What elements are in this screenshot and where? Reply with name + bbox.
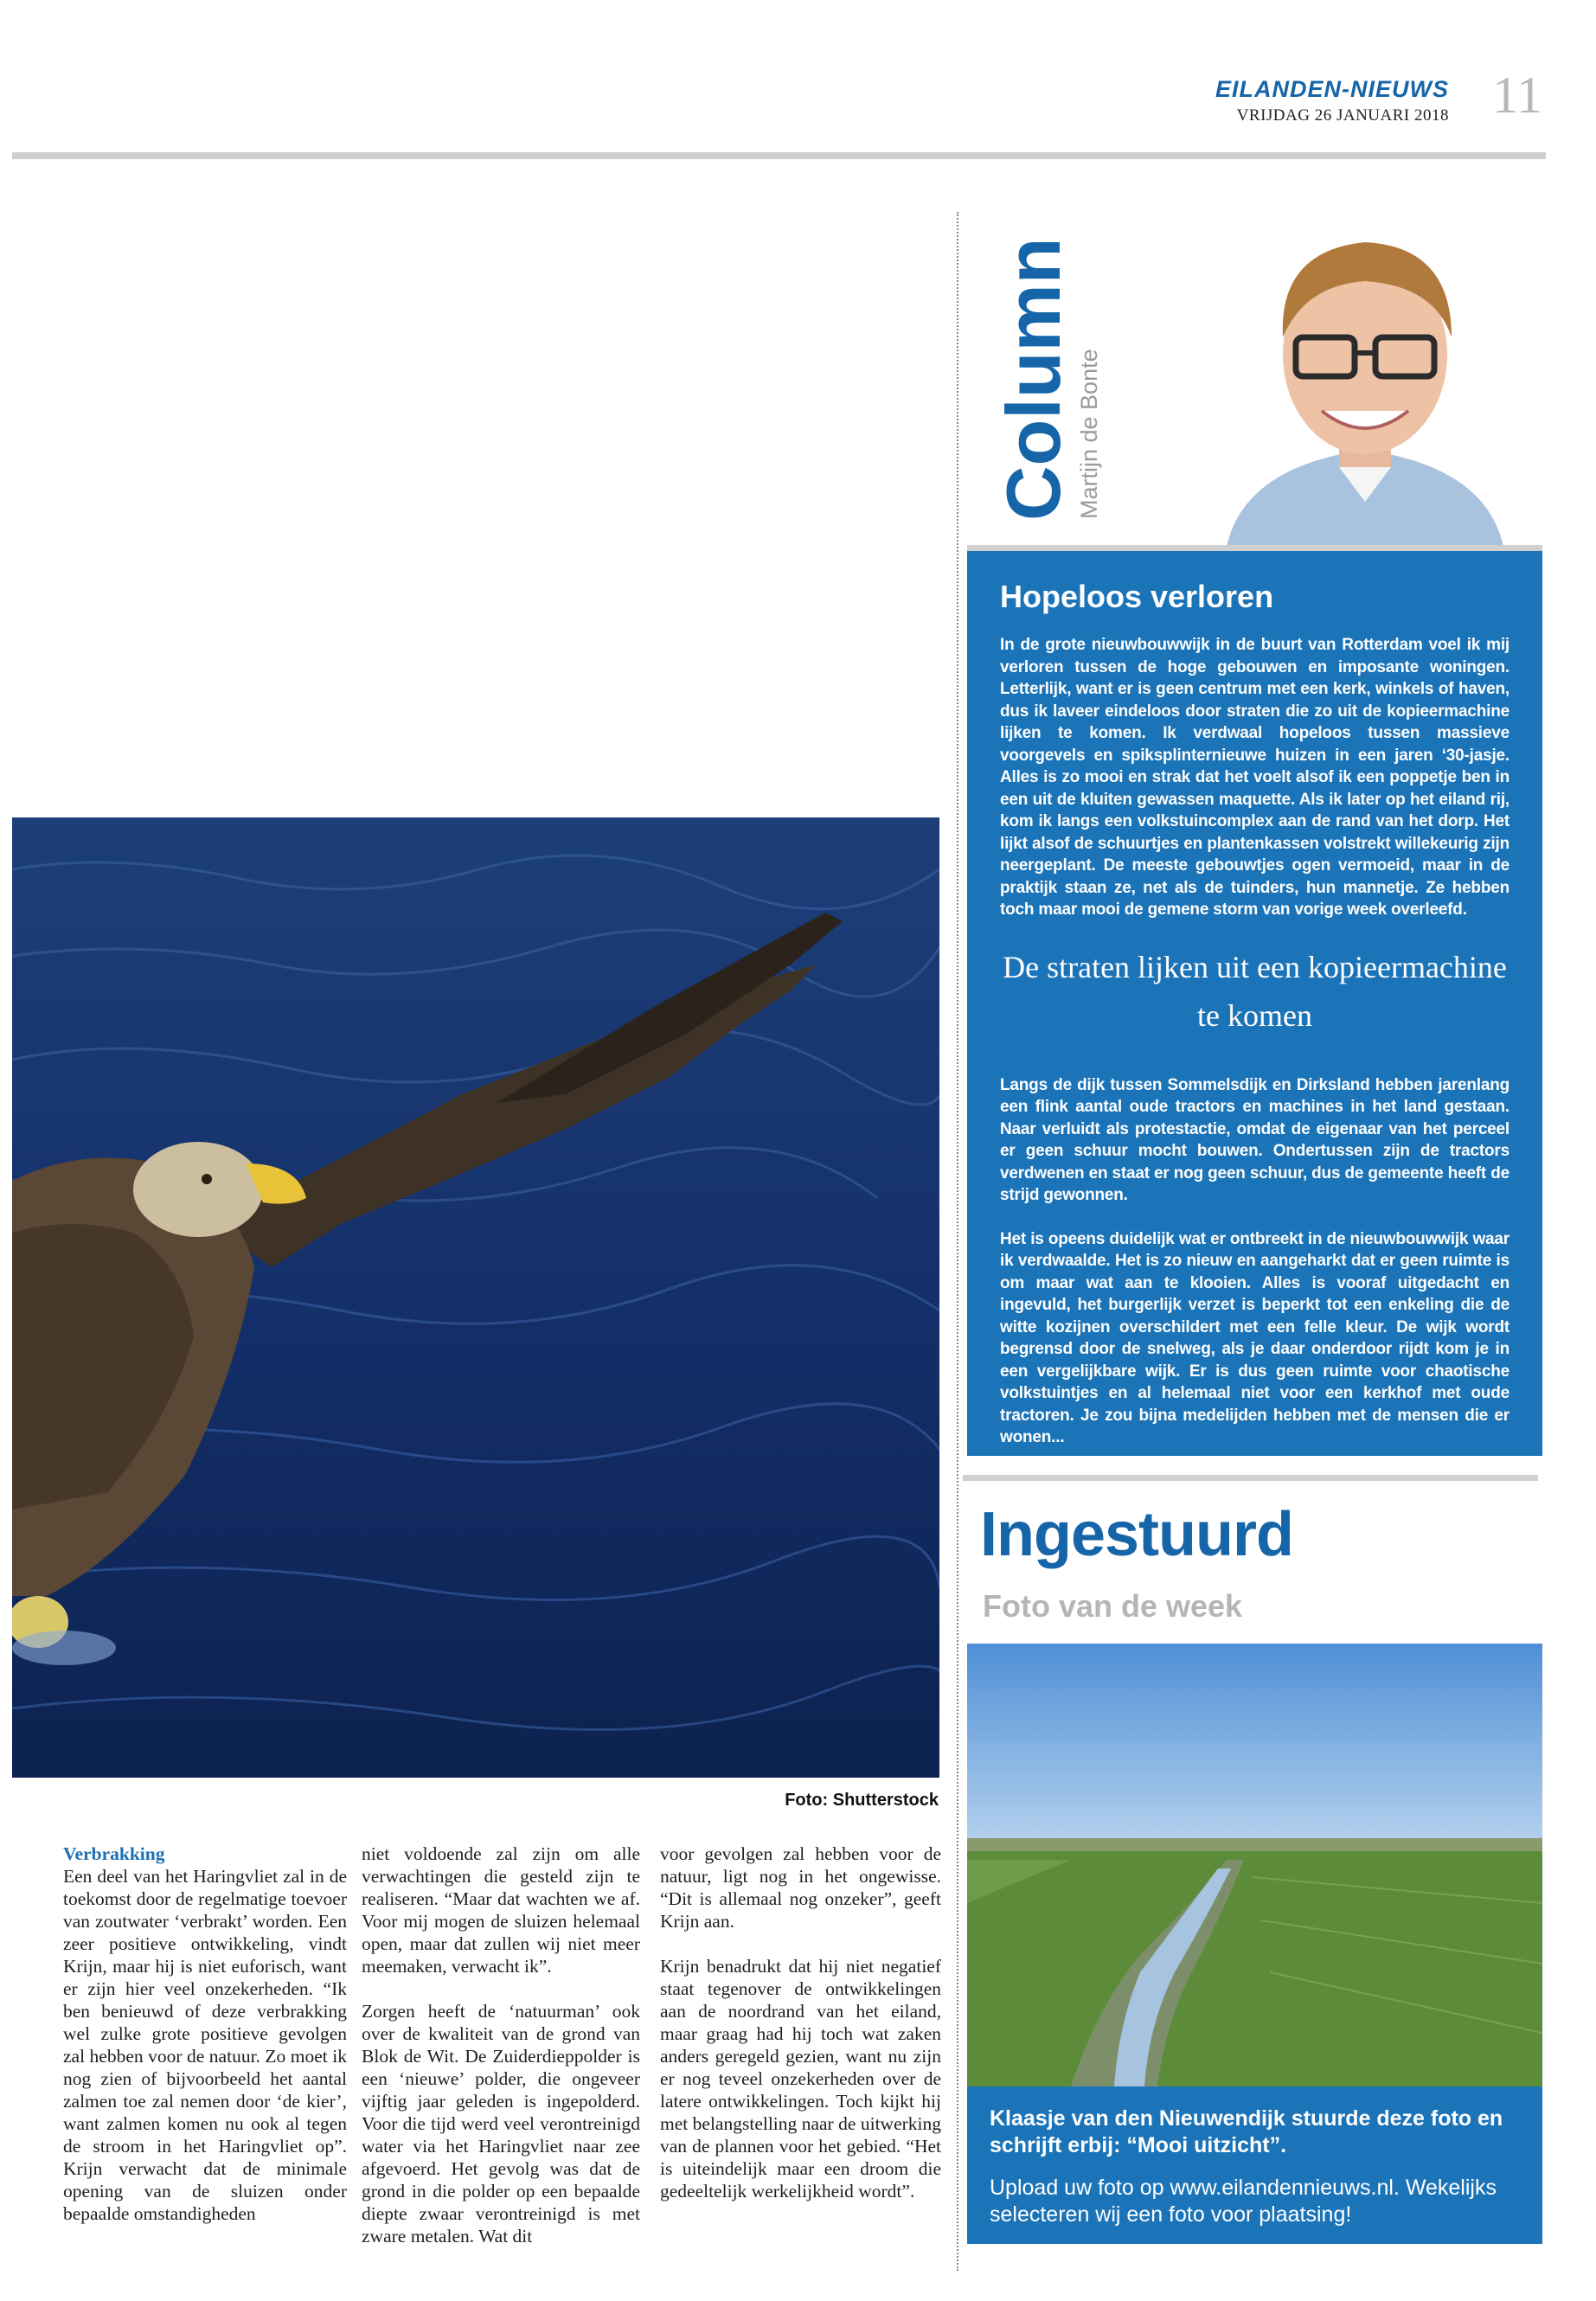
ingestuurd-subtitle: Foto van de week [983,1588,1243,1624]
issue-date: VRIJDAG 26 JANUARI 2018 [1236,106,1449,125]
photo-credit: Foto: Shutterstock [785,1791,939,1810]
column-label [990,227,1076,521]
photo-caption-box [967,2086,1542,2244]
author-portrait-illustration [1192,208,1538,547]
article-paragraph: Een deel van het Haringvliet zal in de toekomst door de regelmatige toevoer van zoutwater ‘verbrakt’ worden. Een zeer positieve ontwikkeling, vindt Krijn, maar hij is niet euforisch, want er zijn hier veel onzekerheden. “Ik ben benieuwd of deze verbrakking wel zulke grote positieve gevolgen zal hebben voor de natuur. Zo moet ik nog zien of bijvoorbeeld het aantal zalmen toe zal nemen door ‘de kier’, want zalmen komen nu ook al tegen de stroom in het Haringvliet op”. Krijn verwacht dat de minimale opening van de sluizen onder bepaalde omstandigheden [63,1866,347,2224]
column-paragraph: In de grote nieuwbouwwijk in de buurt van Rotterdam voel ik mij verloren tussen de hoge gebouwen en imposante woningen. Letterlijk, want er is geen centrum met een kerk, winkels of haven, dus ik laveer eindeloos door straten die zo uit de kopieermachine lijken te komen. Ik verdwaal hopeloos tussen massieve voorgevels en spiksplinternieuwe huizen in een jaren ‘30-jasje. Alles is zo mooi en strak dat het voelt alsof ik een poppetje ben in een uit de kluiten gewassen maquette. Als ik later op het eiland rij, kom ik langs een volkstuincomplex aan de rand van het dorp. Het lijkt alsof de schuurtjes en plantenkassen volstrekt willekeurig zijn neergeplant. De meeste gebouwtjes ogen vermoeid, maar in de praktijk staan ze, net als de tuinders, hun mannetje. Ze hebben toch maar mooi de gemene storm van vorige week overleefd. [1000,636,1509,919]
article-column-2 [362,1843,640,2270]
photo-caption: Klaasje van den Nieuwendijk stuurde deze foto en schrijft erbij: “Mooi uitzicht”. [990,2106,1503,2157]
column-pull-quote: De straten lijken uit een kopieermachine te komen [1003,949,1507,1033]
masthead [1215,76,1449,125]
ingestuurd-title: Ingestuurd [980,1500,1293,1569]
landscape-photo-illustration [967,1644,1542,2086]
upload-info: Upload uw foto op www.eilandennieuws.nl. Wekelijks selecteren wij een foto voor plaatsing! [990,2176,1497,2227]
article-paragraph: niet voldoende zal zijn om alle verwachtingen die gesteld zijn te realiseren. “Maar dat wachten we af. Voor mij mogen de sluizen helemaal open, maar dat zullen wij niet meer meemaken, verwacht ik”. [362,1843,640,1977]
column-author-text: Martijn de Bonte [1076,349,1102,519]
column-author [1076,285,1102,519]
newspaper-brand: EILANDEN-NIEUWS [1215,76,1449,102]
article-paragraph: Zorgen heeft de ‘natuurman’ ook over de kwaliteit van de grond van Blok de Wit. De Zuiderdieppolder is een ‘nieuwe’ polder, die ongeveer vijftig jaar geleden is ingepolderd. Voor die tijd werd veel verontreinigd water via het Haringvliet naar zee afgevoerd. Het gevolg was dat de grond in die polder op een bepaalde diepte zwaar verontreinigd is met zware metalen. Wat dit [362,2001,640,2247]
header-rule [12,152,1546,159]
author-portrait [1192,208,1538,547]
column-label-text: Column [990,237,1076,521]
article-column-3 [660,1843,941,2225]
eagle-photo [12,817,939,1778]
column-box [967,545,1542,1456]
section-rule [963,1475,1538,1481]
article-paragraph: Krijn benadrukt dat hij niet negatief staat tegenover de ontwikkelingen aan de noordrand van het eiland, maar graag had hij toch wat zaken anders geregeld gezien, want nu zijn er nog teveel onzekerheden over de latere ontwikkelingen. Toch kijkt hij met belangstelling naar de uitwerking van de plannen voor het gebied. “Het is uiteindelijk maar een droom die gedeeltelijk werkelijkheid wordt”. [660,1956,941,2202]
article-subhead: Verbrakking [63,1843,165,1864]
column-paragraph: Langs de dijk tussen Sommelsdijk en Dirksland hebben jarenlang een flink aantal oude tractors en machines in het land gestaan. Naar verluidt als protestactie, omdat de eigenaar van het perceel er geen schuur mocht bouwen. Ondertussen zijn de tractors verdwenen en staat er nog geen schuur, dus de gemeente heeft de strijd gewonnen. [1000,1075,1509,1204]
article-paragraph: voor gevolgen zal hebben voor de natuur, ligt nog in het ongewisse. “Dit is allemaal nog onzeker”, geeft Krijn aan. [660,1843,941,1932]
column-divider [957,212,958,2271]
column-title: Hopeloos verloren [1000,579,1274,614]
article-column-1 [63,1843,347,2247]
column-paragraph: Het is opeens duidelijk wat er ontbreekt in de nieuwbouwwijk waar ik verdwaalde. Het is zo nieuw en aangeharkt dat er geen ruimte is om maar wat aan te klooien. Alles is vooraf uitgedacht en ingevuld, het burgerlijk verzet is beperkt tot een enkeling die de witte kozijnen overschildert met een felle kleur. De wijk wordt begrensd door de snelweg, als je daar onderdoor rijdt kom je in een vergelijkbare wijk. Er is dus geen ruimte voor chaotische volkstuintjes en al helemaal niet voor een kerkhof met oude tractoren. Je zou bijna medelijden hebben met de mensen die er wonen... [1000,1229,1509,1446]
page-number: 11 [1492,67,1542,124]
photo-of-the-week [967,1644,1542,2086]
eagle-photo-illustration [12,817,939,1778]
